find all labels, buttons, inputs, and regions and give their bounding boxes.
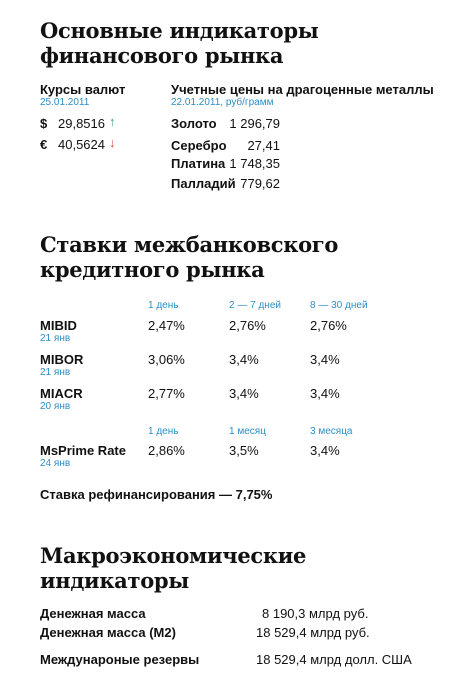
section-title-macro-indicators [40, 543, 306, 593]
rate-value: 2,77% [148, 386, 185, 401]
macro-value: 18 529,4 млрд руб. [256, 625, 370, 640]
metal-name: Платина [171, 156, 226, 171]
title-line: Макроэкономические [40, 543, 307, 568]
dollar-rate: 29,8516 [58, 116, 105, 131]
section-title-financial-indicators [40, 18, 319, 68]
rate-name: MIACR [40, 386, 83, 401]
title-line: индикаторы [40, 568, 190, 593]
title-line: кредитного рынка [40, 257, 265, 282]
metals-date: 22.01.2011, руб/грамм [171, 97, 274, 108]
dollar-symbol: $ [40, 116, 48, 131]
arrow-up-icon: ↑ [109, 114, 116, 129]
period-header: 3 месяца [310, 426, 353, 437]
currency-date: 25.01.2011 [40, 97, 90, 108]
rate-date: 21 янв [40, 333, 71, 344]
rate-value: 3,06% [148, 352, 185, 367]
rate-name: MsPrime Rate [40, 443, 126, 458]
metal-price: 1 748,35 [229, 156, 280, 171]
macro-name: Денежная масса [40, 606, 146, 621]
metal-name: Золото [171, 116, 217, 131]
rate-value: 2,76% [310, 318, 347, 333]
currency-heading: Курсы валют [40, 82, 126, 97]
title-line: финансового рынка [40, 43, 284, 68]
rate-value: 3,4% [229, 386, 259, 401]
refinancing-rate: Ставка рефинансирования — 7,75% [40, 487, 273, 502]
period-header: 2 — 7 дней [229, 300, 281, 311]
metals-heading: Учетные цены на драгоценные металлы [171, 82, 434, 97]
rate-value: 3,4% [310, 352, 340, 367]
rate-value: 2,86% [148, 443, 185, 458]
metal-price: 27,41 [247, 138, 280, 153]
period-header: 1 месяц [229, 426, 266, 437]
rate-value: 3,4% [310, 443, 340, 458]
rate-value: 3,5% [229, 443, 259, 458]
rate-value: 3,4% [310, 386, 340, 401]
period-header: 8 — 30 дней [310, 300, 368, 311]
euro-rate: 40,5624 [58, 137, 105, 152]
rate-date: 21 янв [40, 367, 71, 378]
rate-name: MIBOR [40, 352, 84, 367]
rate-value: 2,47% [148, 318, 185, 333]
title-line: Ставки межбанковского [40, 232, 339, 257]
rate-date: 24 янв [40, 458, 71, 469]
rate-name: MIBID [40, 318, 77, 333]
metal-name: Серебро [171, 138, 227, 153]
metal-price: 1 296,79 [229, 116, 280, 131]
title-line: Основные индикаторы [40, 18, 319, 43]
metal-name: Палладий [171, 176, 236, 191]
rate-value: 3,4% [229, 352, 259, 367]
arrow-down-icon: ↓ [109, 135, 116, 150]
macro-name: Междунароные резервы [40, 652, 200, 667]
macro-value: 8 190,3 млрд руб. [262, 606, 369, 621]
rate-date: 20 янв [40, 401, 71, 412]
macro-name: Денежная масса (М2) [40, 625, 176, 640]
period-header: 1 день [148, 426, 179, 437]
macro-value: 18 529,4 млрд долл. США [256, 652, 412, 667]
metal-price: 779,62 [240, 176, 280, 191]
section-title-interbank-rates [40, 232, 338, 282]
euro-symbol: € [40, 137, 48, 152]
rate-value: 2,76% [229, 318, 266, 333]
period-header: 1 день [148, 300, 179, 311]
